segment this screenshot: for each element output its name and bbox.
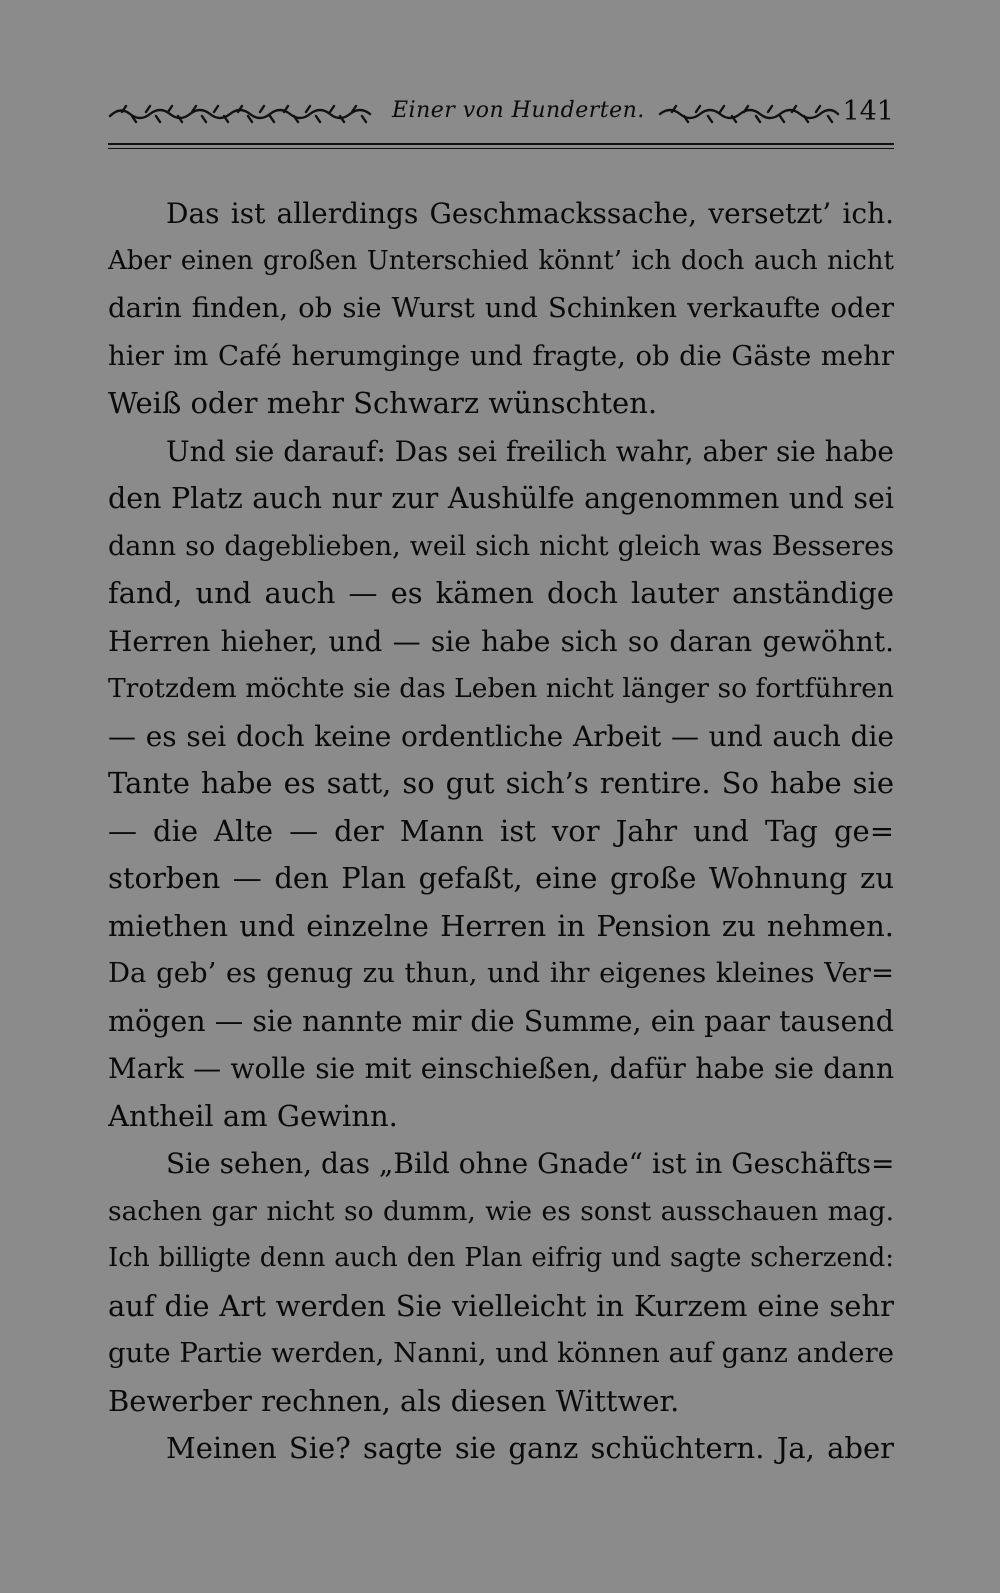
running-title: Einer von Hunderten.: [392, 98, 645, 123]
text-line: hier im Café herumginge und fragte, ob die Gäste mehr: [108, 339, 894, 372]
text-line: Tante habe es satt, so gut sich’s rentire. So habe sie: [108, 766, 894, 800]
text-line: fand, und auch — es kämen doch lauter anständige: [108, 576, 894, 610]
right-vine-ornament-icon: [658, 102, 840, 126]
text-line: dann so dageblieben, weil sich nicht gleich was Besseres: [108, 530, 894, 562]
text-line: Mark — wolle sie mit einschießen, dafür habe sie dann: [108, 1052, 894, 1085]
text-line: darin finden, ob sie Wurst und Schinken verkaufte oder: [108, 292, 894, 324]
left-vine-ornament-icon: [108, 102, 374, 126]
text-line: Antheil am Gewinn.: [108, 1098, 398, 1133]
header-rule: [108, 143, 894, 145]
text-line: — die Alte — der Mann ist vor Jahr und Tag ge=: [108, 813, 894, 848]
text-line: sachen gar nicht so dumm, wie es sonst ausschauen mag.: [108, 1195, 894, 1227]
text-line: Meinen Sie? sagte sie ganz schüchtern. Ja, aber: [166, 1431, 894, 1465]
text-line: Das ist allerdings Geschmackssache, versetzt’ ich.: [166, 197, 894, 230]
running-header: [108, 92, 894, 132]
text-line: Sie sehen, das „Bild ohne Gnade“ ist in Geschäfts=: [166, 1147, 894, 1180]
text-line: Aber einen großen Unterschied könnt’ ich doch auch nicht: [108, 245, 894, 276]
text-line: Da geb’ es genug zu thun, und ihr eigenes kleines Ver=: [108, 957, 894, 989]
page-number: 141: [842, 96, 894, 127]
text-line: Bewerber rechnen, als diesen Wittwer.: [108, 1383, 680, 1418]
text-line: gute Partie werden, Nanni, und können auf ganz andere: [108, 1337, 894, 1369]
text-line: Trotzdem möchte sie das Leben nicht länger so fortführen: [108, 673, 894, 704]
text-line: Herren hieher, und — sie habe sich so daran gewöhnt.: [108, 624, 894, 658]
text-line: den Platz auch nur zur Aushülfe angenommen und sei: [108, 482, 894, 515]
text-line: auf die Art werden Sie vielleicht in Kurzem eine sehr: [108, 1288, 894, 1323]
body-text: [108, 190, 894, 1473]
text-line: storben — den Plan gefaßt, eine große Wohnung zu: [108, 861, 894, 895]
text-line: mögen — sie nannte mir die Summe, ein paar tausend: [108, 1004, 894, 1038]
text-line: Und sie darauf: Das sei freilich wahr, aber sie habe: [166, 434, 894, 468]
text-line: — es sei doch keine ordentliche Arbeit — und auch die: [108, 719, 894, 753]
text-line: Weiß oder mehr Schwarz wünschten.: [108, 386, 658, 420]
text-line: Ich billigte denn auch den Plan eifrig und sagte scherzend:: [108, 1243, 894, 1273]
text-line: miethen und einzelne Herren in Pension zu nehmen.: [108, 908, 894, 943]
header-rule-thin: [108, 148, 894, 149]
